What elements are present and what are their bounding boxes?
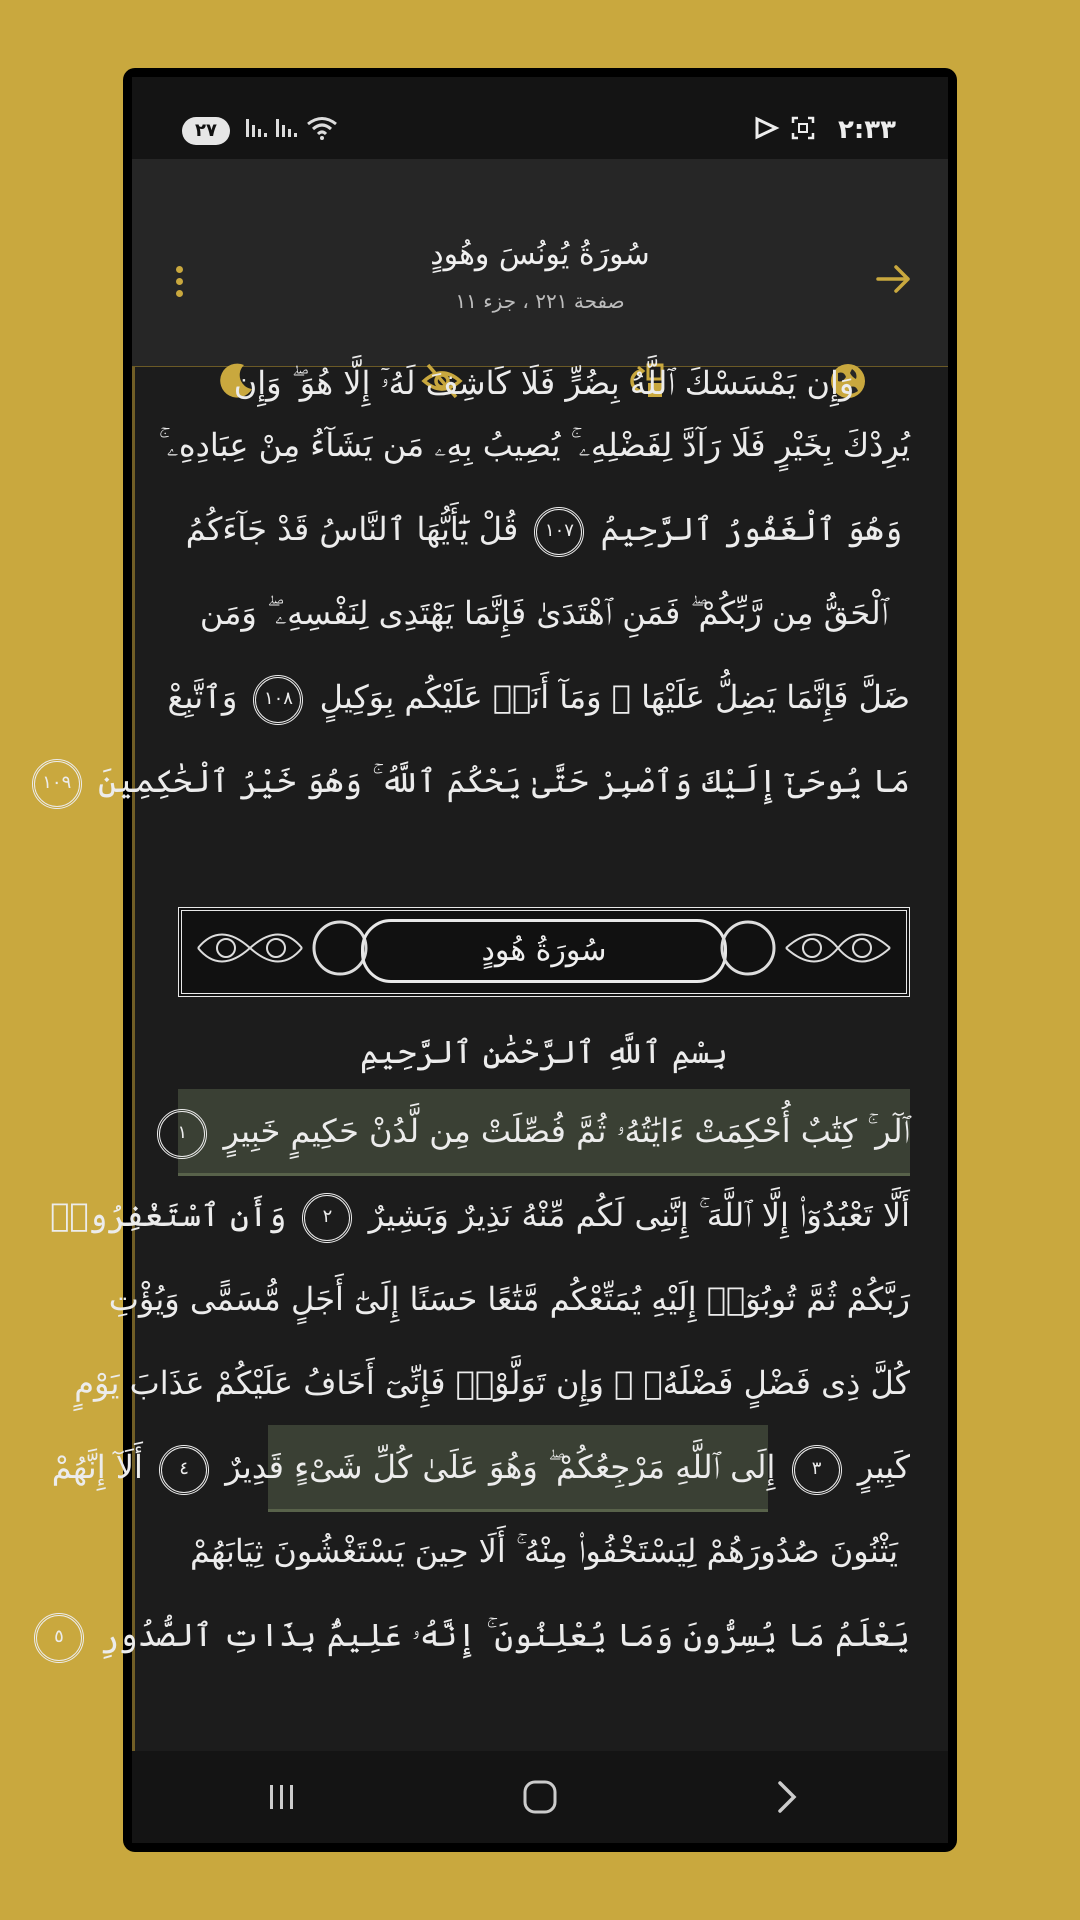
verse-line[interactable]: يَثْنُونَ صُدُورَهُمْ لِيَسْتَخْفُوا۟ مِنْهُ ۚ أَلَا حِينَ يَسْتَغْشُونَ ثِيَابَهُمْ — [189, 1532, 899, 1570]
ornament-left — [190, 917, 375, 979]
screenshot-icon — [790, 115, 816, 141]
verse-line[interactable]: كُلَّ ذِى فَضْلٍ فَضْلَهُۥ ۖ وَإِن تَوَلَّوْا۟ فَإِنِّىٓ أَخَافُ عَلَيْكُمْ عَذَابَ يَوْمٍ — [74, 1364, 910, 1402]
verse-line[interactable]: وَإِن يَمْسَسْكَ ٱللَّهُ بِضُرٍّ فَلَا كَاشِفَ لَهُۥٓ إِلَّا هُوَ ۖ وَإِن — [233, 364, 855, 402]
ayah-number[interactable]: ٤ — [159, 1445, 209, 1495]
signal-icon — [244, 115, 270, 141]
verse-line[interactable]: مَا يُوحَىٰٓ إِلَيْكَ وَٱصْبِرْ حَتَّىٰ يَحْكُمَ ٱللَّهُ ۚ وَهُوَ خَيْرُ ٱلْحَٰكِمِينَ ١٠٩ — [178, 739, 910, 823]
verse-line[interactable]: رَبَّكُمْ ثُمَّ تُوبُوٓا۟ إِلَيْهِ يُمَتِّعْكُم مَّتَٰعًا حَسَنًا إِلَىٰٓ أَجَلٍ مُّسَمًّى وَيُؤْتِ — [108, 1280, 910, 1318]
verse-line[interactable]: أَلَّا تَعْبُدُوٓا۟ إِلَّا ٱللَّهَ ۚ إِنَّنِى لَكُم مِّنْهُ نَذِيرٌ وَبَشِيرٌ ٢ وَأَنِ ٱسْتَغْفِرُوا۟ — [178, 1173, 910, 1257]
page-title: سُورَةُ يُونُسَ وهُودٍ — [430, 237, 650, 272]
clock: ٢:٣٣ — [837, 115, 896, 145]
screen — [42, 77, 948, 1843]
ayah-number[interactable]: ٥ — [34, 1613, 84, 1663]
battery-indicator: ٢٧ — [182, 117, 230, 145]
back-arrow-icon[interactable] — [874, 259, 914, 299]
home-icon[interactable] — [518, 1775, 562, 1819]
page-subtitle: صفحة ٢٢١ ، جزء ١١ — [455, 289, 625, 313]
surah-name: سُورَةُ هُودٍ — [361, 919, 727, 983]
verse-line-highlighted[interactable]: ٱلٓر ۚ كِتَٰبٌ أُحْكِمَتْ ءَايَٰتُهُۥ ثُمَّ فُصِّلَتْ مِن لَّدُنْ حَكِيمٍ خَبِيرٍ ١ — [178, 1089, 910, 1176]
recent-apps-icon[interactable] — [260, 1775, 304, 1819]
mushaf-page[interactable] — [42, 364, 948, 1752]
ayah-number[interactable]: ١٠٩ — [32, 759, 82, 809]
back-nav-icon[interactable] — [764, 1775, 808, 1819]
basmala: بِسْمِ ٱللَّهِ ٱلرَّحْمَٰنِ ٱلرَّحِيمِ — [359, 1033, 728, 1071]
system-nav-bar — [132, 1751, 948, 1843]
status-bar — [132, 77, 948, 159]
verse-line[interactable]: يُرِدْكَ بِخَيْرٍ فَلَا رَآدَّ لِفَضْلِهِۦ ۚ يُصِيبُ بِهِۦ مَن يَشَآءُ مِنْ عِبَادِهِۦ ۚ — [158, 426, 910, 464]
verse-line[interactable]: ٱلْحَقُّ مِن رَّبِّكُمْ ۖ فَمَنِ ٱهْتَدَىٰ فَإِنَّمَا يَهْتَدِى لِنَفْسِهِۦ ۖ وَمَن — [199, 594, 889, 632]
ayah-number[interactable]: ١٠٧ — [534, 507, 584, 557]
phone-frame — [42, 68, 957, 1852]
app-header — [132, 159, 948, 367]
verse-line[interactable]: يَعْلَمُ مَا يُسِرُّونَ وَمَا يُعْلِنُونَ ۚ إِنَّهُۥ عَلِيمٌۢ بِذَاتِ ٱلصُّدُورِ ٥ — [178, 1593, 910, 1677]
ayah-number[interactable]: ١٠٨ — [253, 675, 303, 725]
surah-header-frame — [178, 907, 910, 997]
ayah-number[interactable]: ٢ — [302, 1193, 352, 1243]
signal-icon-2 — [274, 115, 300, 141]
ayah-number[interactable]: ١ — [157, 1109, 207, 1159]
verse-line[interactable]: ضَلَّ فَإِنَّمَا يَضِلُّ عَلَيْهَا ۖ وَمَآ أَنَا۠ عَلَيْكُم بِوَكِيلٍ ١٠٨ وَٱتَّبِعْ — [178, 655, 910, 739]
wifi-icon — [306, 115, 338, 141]
verse-line[interactable]: وَهُوَ ٱلْغَفُورُ ٱلرَّحِيمُ ١٠٧ قُلْ يَٰٓأَيُّهَا ٱلنَّاسُ قَدْ جَآءَكُمُ — [178, 487, 910, 571]
ayah-number[interactable]: ٣ — [792, 1445, 842, 1495]
verse-line[interactable]: كَبِيرٍ ٣ إِلَى ٱللَّهِ مَرْجِعُكُمْ ۖ وَهُوَ عَلَىٰ كُلِّ شَىْءٍ قَدِيرٌ ٤ أَلَآ إِنَّهُمْ — [178, 1425, 910, 1509]
cast-icon — [754, 115, 780, 141]
ornament-right — [713, 917, 898, 979]
